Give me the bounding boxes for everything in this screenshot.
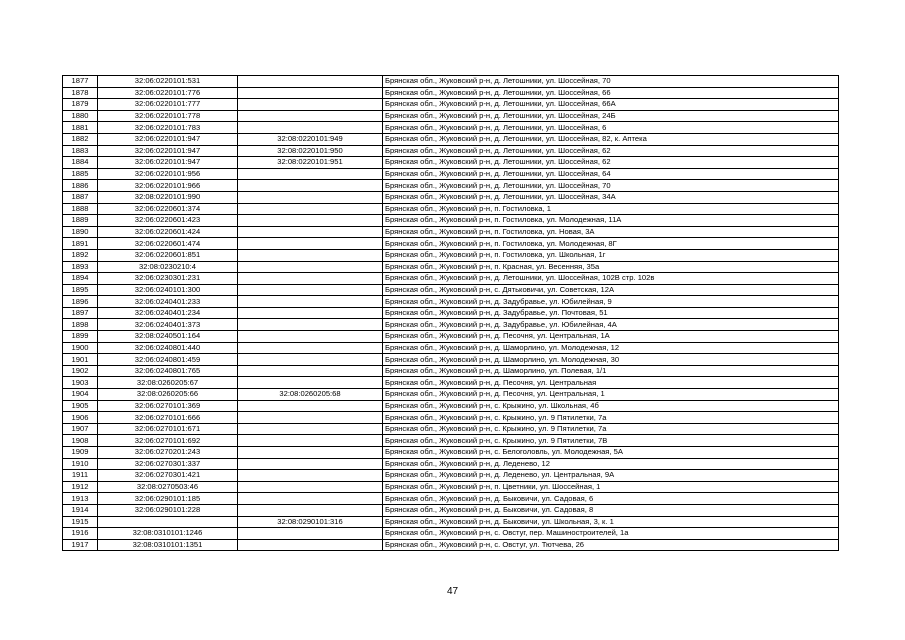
table-row — [63, 133, 839, 145]
address-cell: Брянская обл., Жуковский р-н, п. Красная, ул. Весенняя, 35а — [383, 261, 839, 273]
parent-cadastral-number-cell — [238, 400, 383, 412]
row-number-cell: 1906 — [63, 412, 98, 424]
cadastral-number-cell: 32:06:0240401:233 — [98, 296, 238, 308]
address-cell: Брянская обл., Жуковский р-н, д. Песочня, ул. Центральная, 1А — [383, 331, 839, 343]
row-number-cell: 1895 — [63, 284, 98, 296]
row-number-cell: 1882 — [63, 133, 98, 145]
address-cell: Брянская обл., Жуковский р-н, д. Летошники, ул. Шоссейная, 102В стр. 102в — [383, 273, 839, 285]
address-cell: Брянская обл., Жуковский р-н, д. Летошники, ул. Шоссейная, 70 — [383, 180, 839, 192]
table-row — [63, 122, 839, 134]
address-cell: Брянская обл., Жуковский р-н, с. Овстуг, ул. Тютчева, 26 — [383, 539, 839, 551]
parent-cadastral-number-cell — [238, 110, 383, 122]
address-cell: Брянская обл., Жуковский р-н, д. Быковичи, ул. Садовая, 8 — [383, 504, 839, 516]
parent-cadastral-number-cell — [238, 99, 383, 111]
address-cell: Брянская обл., Жуковский р-н, д. Летошники, ул. Шоссейная, 62 — [383, 157, 839, 169]
row-number-cell: 1878 — [63, 87, 98, 99]
address-cell: Брянская обл., Жуковский р-н, д. Летошники, ул. Шоссейная, 66А — [383, 99, 839, 111]
parent-cadastral-number-cell — [238, 365, 383, 377]
table-row — [63, 110, 839, 122]
row-number-cell: 1888 — [63, 203, 98, 215]
cadastral-number-cell: 32:06:0240801:765 — [98, 365, 238, 377]
table-row — [63, 145, 839, 157]
cadastral-number-cell: 32:06:0240101:300 — [98, 284, 238, 296]
parent-cadastral-number-cell — [238, 87, 383, 99]
row-number-cell: 1897 — [63, 307, 98, 319]
cadastral-number-cell: 32:06:0220101:776 — [98, 87, 238, 99]
cadastral-number-cell: 32:06:0270101:671 — [98, 423, 238, 435]
row-number-cell: 1912 — [63, 481, 98, 493]
cadastral-number-cell: 32:06:0220601:474 — [98, 238, 238, 250]
table-row — [63, 458, 839, 470]
cadastral-number-cell: 32:06:0220101:778 — [98, 110, 238, 122]
row-number-cell: 1892 — [63, 249, 98, 261]
parent-cadastral-number-cell: 32:08:0220101:951 — [238, 157, 383, 169]
table-row — [63, 528, 839, 540]
row-number-cell: 1894 — [63, 273, 98, 285]
parent-cadastral-number-cell — [238, 203, 383, 215]
parent-cadastral-number-cell — [238, 481, 383, 493]
table-row — [63, 470, 839, 482]
cadastral-number-cell: 32:06:0270301:421 — [98, 470, 238, 482]
table-row — [63, 215, 839, 227]
parent-cadastral-number-cell — [238, 412, 383, 424]
cadastral-number-cell: 32:08:0220101:990 — [98, 191, 238, 203]
cadastral-number-cell: 32:08:0310101:1351 — [98, 539, 238, 551]
row-number-cell: 1904 — [63, 389, 98, 401]
parent-cadastral-number-cell — [238, 504, 383, 516]
row-number-cell: 1896 — [63, 296, 98, 308]
cadastral-number-cell: 32:08:0310101:1246 — [98, 528, 238, 540]
address-cell: Брянская обл., Жуковский р-н, с. Крыжино, ул. 9 Пятилетки, 7а — [383, 423, 839, 435]
table-row — [63, 284, 839, 296]
cadastral-number-cell: 32:06:0270201:243 — [98, 447, 238, 459]
table-row — [63, 516, 839, 528]
parent-cadastral-number-cell — [238, 191, 383, 203]
address-cell: Брянская обл., Жуковский р-н, с. Крыжино, ул. 9 Пятилетки, 7а — [383, 412, 839, 424]
table-row — [63, 342, 839, 354]
address-cell: Брянская обл., Жуковский р-н, д. Летошники, ул. Шоссейная, 6 — [383, 122, 839, 134]
row-number-cell: 1917 — [63, 539, 98, 551]
address-cell: Брянская обл., Жуковский р-н, д. Песочня, ул. Центральная, 1 — [383, 389, 839, 401]
cadastral-number-cell: 32:06:0220101:956 — [98, 168, 238, 180]
address-cell: Брянская обл., Жуковский р-н, д. Летошники, ул. Шоссейная, 66 — [383, 87, 839, 99]
address-cell: Брянская обл., Жуковский р-н, д. Летошники, ул. Шоссейная, 70 — [383, 76, 839, 88]
row-number-cell: 1907 — [63, 423, 98, 435]
table-row — [63, 423, 839, 435]
table-row — [63, 180, 839, 192]
table-row — [63, 261, 839, 273]
parent-cadastral-number-cell — [238, 238, 383, 250]
address-cell: Брянская обл., Жуковский р-н, д. Летошники, ул. Шоссейная, 82, к. Аптека — [383, 133, 839, 145]
cadastral-number-cell: 32:06:0220101:947 — [98, 157, 238, 169]
table-row — [63, 481, 839, 493]
table-row — [63, 87, 839, 99]
parent-cadastral-number-cell: 32:08:0220101:950 — [238, 145, 383, 157]
cadastral-number-cell: 32:06:0270101:666 — [98, 412, 238, 424]
parent-cadastral-number-cell — [238, 168, 383, 180]
parent-cadastral-number-cell — [238, 458, 383, 470]
parent-cadastral-number-cell — [238, 180, 383, 192]
table-row — [63, 435, 839, 447]
parent-cadastral-number-cell: 32:08:0220101:949 — [238, 133, 383, 145]
table-row — [63, 76, 839, 88]
row-number-cell: 1900 — [63, 342, 98, 354]
row-number-cell: 1908 — [63, 435, 98, 447]
parent-cadastral-number-cell — [238, 470, 383, 482]
cadastral-number-cell: 32:08:0260205:66 — [98, 389, 238, 401]
row-number-cell: 1911 — [63, 470, 98, 482]
row-number-cell: 1879 — [63, 99, 98, 111]
cadastral-number-cell: 32:06:0220601:423 — [98, 215, 238, 227]
address-cell: Брянская обл., Жуковский р-н, с. Овстуг, пер. Машиностроителей, 1а — [383, 528, 839, 540]
address-cell: Брянская обл., Жуковский р-н, д. Летошники, ул. Шоссейная, 24Б — [383, 110, 839, 122]
address-cell: Брянская обл., Жуковский р-н, д. Песочня, ул. Центральная — [383, 377, 839, 389]
table-row — [63, 226, 839, 238]
table-row — [63, 168, 839, 180]
address-cell: Брянская обл., Жуковский р-н, д. Задубравье, ул. Юбилейная, 9 — [383, 296, 839, 308]
address-cell: Брянская обл., Жуковский р-н, п. Гостиловка, ул. Молодежная, 11А — [383, 215, 839, 227]
registry-table-body — [63, 76, 839, 551]
address-cell: Брянская обл., Жуковский р-н, д. Шаморлино, ул. Полевая, 1/1 — [383, 365, 839, 377]
cadastral-number-cell: 32:06:0290101:185 — [98, 493, 238, 505]
cadastral-number-cell: 32:06:0290101:228 — [98, 504, 238, 516]
row-number-cell: 1881 — [63, 122, 98, 134]
cadastral-number-cell: 32:06:0220101:531 — [98, 76, 238, 88]
row-number-cell: 1887 — [63, 191, 98, 203]
cadastral-number-cell — [98, 516, 238, 528]
address-cell: Брянская обл., Жуковский р-н, с. Белоголовль, ул. Молодежная, 5А — [383, 447, 839, 459]
table-row — [63, 99, 839, 111]
row-number-cell: 1905 — [63, 400, 98, 412]
row-number-cell: 1909 — [63, 447, 98, 459]
table-row — [63, 296, 839, 308]
cadastral-number-cell: 32:08:0270503:46 — [98, 481, 238, 493]
address-cell: Брянская обл., Жуковский р-н, д. Быковичи, ул. Школьная, 3, к. 1 — [383, 516, 839, 528]
parent-cadastral-number-cell — [238, 122, 383, 134]
table-row — [63, 447, 839, 459]
parent-cadastral-number-cell — [238, 296, 383, 308]
table-row — [63, 389, 839, 401]
cadastral-number-cell: 32:06:0270101:692 — [98, 435, 238, 447]
parent-cadastral-number-cell — [238, 226, 383, 238]
cadastral-number-cell: 32:06:0220101:947 — [98, 145, 238, 157]
parent-cadastral-number-cell — [238, 273, 383, 285]
table-row — [63, 273, 839, 285]
cadastral-number-cell: 32:06:0270101:369 — [98, 400, 238, 412]
cadastral-number-cell: 32:06:0220101:966 — [98, 180, 238, 192]
row-number-cell: 1902 — [63, 365, 98, 377]
parent-cadastral-number-cell — [238, 249, 383, 261]
table-row — [63, 365, 839, 377]
row-number-cell: 1899 — [63, 331, 98, 343]
table-row — [63, 307, 839, 319]
table-row — [63, 412, 839, 424]
row-number-cell: 1885 — [63, 168, 98, 180]
cadastral-number-cell: 32:06:0230301:231 — [98, 273, 238, 285]
address-cell: Брянская обл., Жуковский р-н, п. Гостиловка, ул. Молодежная, 8Г — [383, 238, 839, 250]
row-number-cell: 1910 — [63, 458, 98, 470]
cadastral-number-cell: 32:06:0220101:783 — [98, 122, 238, 134]
row-number-cell: 1914 — [63, 504, 98, 516]
page-number: 47 — [446, 586, 459, 597]
table-row — [63, 377, 839, 389]
parent-cadastral-number-cell: 32:08:0260205:68 — [238, 389, 383, 401]
parent-cadastral-number-cell — [238, 493, 383, 505]
table-row — [63, 354, 839, 366]
parent-cadastral-number-cell — [238, 284, 383, 296]
table-row — [63, 238, 839, 250]
table-row — [63, 400, 839, 412]
parent-cadastral-number-cell — [238, 377, 383, 389]
table-row — [63, 249, 839, 261]
table-row — [63, 203, 839, 215]
cadastral-number-cell: 32:08:0260205:67 — [98, 377, 238, 389]
address-cell: Брянская обл., Жуковский р-н, с. Дятьковичи, ул. Советская, 12А — [383, 284, 839, 296]
cadastral-number-cell: 32:06:0220601:424 — [98, 226, 238, 238]
address-cell: Брянская обл., Жуковский р-н, д. Летошники, ул. Шоссейная, 62 — [383, 145, 839, 157]
address-cell: Брянская обл., Жуковский р-н, с. Крыжино, ул. Школьная, 4б — [383, 400, 839, 412]
table-row — [63, 331, 839, 343]
parent-cadastral-number-cell — [238, 319, 383, 331]
row-number-cell: 1903 — [63, 377, 98, 389]
row-number-cell: 1891 — [63, 238, 98, 250]
cadastral-number-cell: 32:06:0240401:234 — [98, 307, 238, 319]
row-number-cell: 1877 — [63, 76, 98, 88]
address-cell: Брянская обл., Жуковский р-н, д. Задубравье, ул. Почтовая, 51 — [383, 307, 839, 319]
address-cell: Брянская обл., Жуковский р-н, п. Гостиловка, ул. Новая, 3А — [383, 226, 839, 238]
parent-cadastral-number-cell: 32:08:0290101:316 — [238, 516, 383, 528]
table-row — [63, 493, 839, 505]
registry-table — [62, 75, 839, 551]
table-row — [63, 319, 839, 331]
cadastral-number-cell: 32:08:0230210:4 — [98, 261, 238, 273]
row-number-cell: 1916 — [63, 528, 98, 540]
row-number-cell: 1886 — [63, 180, 98, 192]
address-cell: Брянская обл., Жуковский р-н, п. Цветники, ул. Шоссейная, 1 — [383, 481, 839, 493]
address-cell: Брянская обл., Жуковский р-н, п. Гостиловка, ул. Школьная, 1г — [383, 249, 839, 261]
row-number-cell: 1898 — [63, 319, 98, 331]
address-cell: Брянская обл., Жуковский р-н, д. Шаморлино, ул. Молодежная, 30 — [383, 354, 839, 366]
row-number-cell: 1880 — [63, 110, 98, 122]
row-number-cell: 1884 — [63, 157, 98, 169]
parent-cadastral-number-cell — [238, 423, 383, 435]
parent-cadastral-number-cell — [238, 261, 383, 273]
parent-cadastral-number-cell — [238, 76, 383, 88]
address-cell: Брянская обл., Жуковский р-н, с. Крыжино, ул. 9 Пятилетки, 7В — [383, 435, 839, 447]
parent-cadastral-number-cell — [238, 215, 383, 227]
parent-cadastral-number-cell — [238, 447, 383, 459]
row-number-cell: 1901 — [63, 354, 98, 366]
cadastral-number-cell: 32:06:0220101:777 — [98, 99, 238, 111]
address-cell: Брянская обл., Жуковский р-н, д. Леденево, ул. Центральная, 9А — [383, 470, 839, 482]
table-row — [63, 157, 839, 169]
table-row — [63, 191, 839, 203]
parent-cadastral-number-cell — [238, 342, 383, 354]
parent-cadastral-number-cell — [238, 354, 383, 366]
cadastral-number-cell: 32:06:0240401:373 — [98, 319, 238, 331]
table-row — [63, 504, 839, 516]
cadastral-number-cell: 32:06:0220601:374 — [98, 203, 238, 215]
table-row — [63, 539, 839, 551]
cadastral-number-cell: 32:06:0220601:851 — [98, 249, 238, 261]
cadastral-number-cell: 32:06:0240801:459 — [98, 354, 238, 366]
address-cell: Брянская обл., Жуковский р-н, д. Быковичи, ул. Садовая, 6 — [383, 493, 839, 505]
row-number-cell: 1913 — [63, 493, 98, 505]
address-cell: Брянская обл., Жуковский р-н, д. Леденево, 12 — [383, 458, 839, 470]
address-cell: Брянская обл., Жуковский р-н, д. Шаморлино, ул. Молодежная, 12 — [383, 342, 839, 354]
parent-cadastral-number-cell — [238, 539, 383, 551]
cadastral-number-cell: 32:06:0220101:947 — [98, 133, 238, 145]
cadastral-number-cell: 32:06:0240801:440 — [98, 342, 238, 354]
address-cell: Брянская обл., Жуковский р-н, д. Задубравье, ул. Юбилейная, 4А — [383, 319, 839, 331]
row-number-cell: 1893 — [63, 261, 98, 273]
cadastral-number-cell: 32:08:0240501:164 — [98, 331, 238, 343]
parent-cadastral-number-cell — [238, 435, 383, 447]
parent-cadastral-number-cell — [238, 528, 383, 540]
row-number-cell: 1883 — [63, 145, 98, 157]
row-number-cell: 1915 — [63, 516, 98, 528]
parent-cadastral-number-cell — [238, 307, 383, 319]
row-number-cell: 1890 — [63, 226, 98, 238]
cadastral-number-cell: 32:06:0270301:337 — [98, 458, 238, 470]
parent-cadastral-number-cell — [238, 331, 383, 343]
address-cell: Брянская обл., Жуковский р-н, д. Летошники, ул. Шоссейная, 64 — [383, 168, 839, 180]
address-cell: Брянская обл., Жуковский р-н, д. Летошники, ул. Шоссейная, 34А — [383, 191, 839, 203]
address-cell: Брянская обл., Жуковский р-н, п. Гостиловка, 1 — [383, 203, 839, 215]
row-number-cell: 1889 — [63, 215, 98, 227]
